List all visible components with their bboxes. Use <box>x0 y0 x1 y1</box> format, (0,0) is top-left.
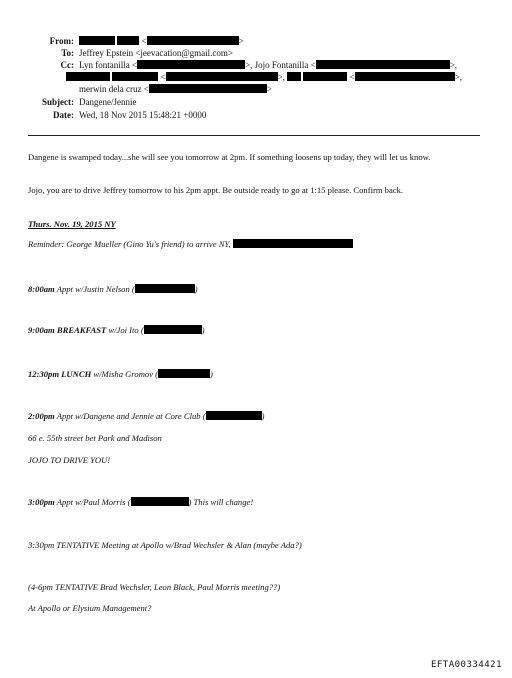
redaction-block <box>303 72 347 81</box>
event-9am: 9:00am BREAKFAST w/Joi Ito ( ) <box>28 325 205 335</box>
to-label: To: <box>61 48 74 58</box>
redaction-block <box>112 72 158 81</box>
date-label: Date: <box>53 110 74 120</box>
redaction-block <box>149 84 267 93</box>
cc-label: Cc: <box>60 60 74 70</box>
redaction-block <box>66 72 110 81</box>
event-2pm: 2:00pm Appt w/Dangene and Jennie at Core Club ( ) <box>28 411 265 421</box>
header-divider <box>28 135 480 136</box>
redaction-block <box>158 369 210 378</box>
redaction-block <box>355 72 455 81</box>
email-document: From: < > To: Jeffrey Epstein <jeevacation@gmail.com> Cc: Lyn fontanilla < >, Jojo Fontanilla < >, < >, < >, merwin dela cruz < > Subject: Dangene/Jennie Date: Wed, 18 Nov 2015 15:48:21 +0000 Dangene is swamped today...she will see you tomorrow at 2pm. If something loosens up today, they will let us know. Jojo, you are to drive Jeffrey tomorrow to his 2pm appt. Be outside ready to go at 1:15 please. Confirm back. Thurs. Nov. 19, 2015 NY Reminder: George Mueller (Gino Yu's friend) to arrive NY, 8:00am Appt w/Justin Nelson ( ) 9:00am BREAKFAST w/Joi Ito ( ) 12:30pm LUNCH w/Misha Gromov ( ) 2:00pm Appt w/Dangene and Jennie at Core Club ( ) 66 e. 55th street bet Park and Madison JOJO TO DRIVE YOU! 3:00pm Appt w/Paul Morris ( ) This will change! 3:30pm TENTATIVE Meeting at Apollo w/Brad Wechsler & Alan (maybe Ada?) (4-6pm TENTATIVE Brad Wechsler, Leon Black, Paul Morris meeting??) At Apollo or Elysium Management? EFTA00334421 <box>0 0 512 678</box>
from-label: From: <box>49 36 74 46</box>
redaction-block <box>144 325 202 334</box>
date-value: Wed, 18 Nov 2015 15:48:21 +0000 <box>79 110 207 120</box>
redaction-block <box>287 72 301 81</box>
reminder-line: Reminder: George Mueller (Gino Yu's friend) to arrive NY, <box>28 239 488 250</box>
redaction-block <box>166 72 278 81</box>
event-330pm: 3:30pm TENTATIVE Meeting at Apollo w/Brad Wechsler & Alan (maybe Ada?) <box>28 540 302 550</box>
document-id: EFTA00334421 <box>430 660 502 670</box>
redaction-block <box>316 60 450 69</box>
redaction-block <box>206 411 262 420</box>
event-3pm: 3:00pm Appt w/Paul Morris ( ) This will change! <box>28 497 254 507</box>
event-2pm-note: JOJO TO DRIVE YOU! <box>28 455 111 465</box>
schedule-date-heading: Thurs. Nov. 19, 2015 NY <box>28 219 116 229</box>
redaction-block <box>147 36 239 45</box>
redaction-block <box>137 60 245 69</box>
to-value: Jeffrey Epstein <jeevacation@gmail.com> <box>79 48 233 58</box>
event-4-6pm: (4-6pm TENTATIVE Brad Wechsler, Leon Black, Paul Morris meeting??) <box>28 582 281 592</box>
event-2pm-address: 66 e. 55th street bet Park and Madison <box>28 433 162 443</box>
redaction-block <box>135 284 195 293</box>
redaction-block <box>131 497 189 506</box>
subject-label: Subject: <box>42 97 74 107</box>
subject-value: Dangene/Jennie <box>79 97 137 107</box>
redaction-block <box>79 36 115 45</box>
paragraph-2: Jojo, you are to drive Jeffrey tomorrow to his 2pm appt. Be outside ready to go at 1:15 please. Confirm back. <box>28 185 404 195</box>
redaction-block <box>117 36 139 45</box>
redaction-block <box>233 239 353 248</box>
event-1230pm: 12:30pm LUNCH w/Misha Gromov ( ) <box>28 369 213 379</box>
paragraph-1: Dangene is swamped today...she will see you tomorrow at 2pm. If something loosens up today, they will let us know. <box>28 152 431 162</box>
event-8am: 8:00am Appt w/Justin Nelson ( ) <box>28 284 198 294</box>
event-4-6pm-location: At Apollo or Elysium Management? <box>28 603 152 613</box>
